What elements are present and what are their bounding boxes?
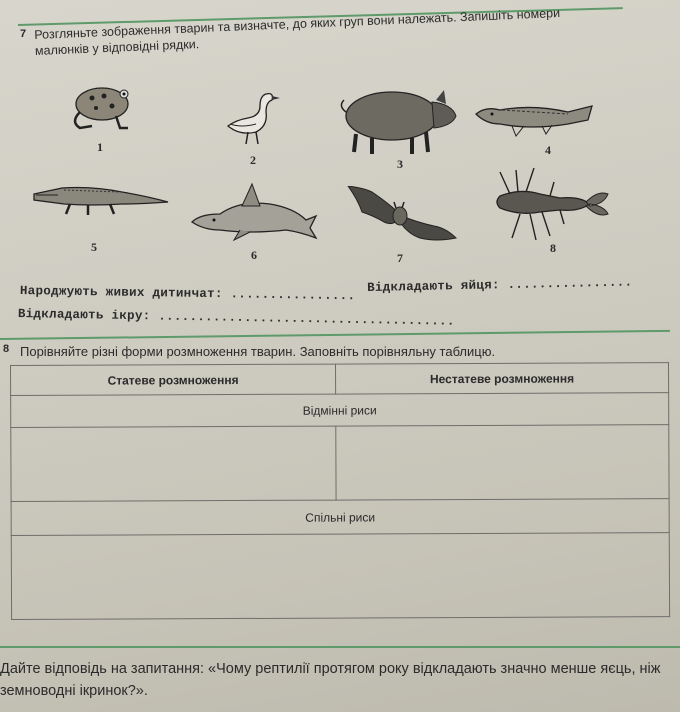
- bottom-divider: [0, 646, 680, 648]
- bat-icon: [344, 186, 458, 246]
- eggs-blank[interactable]: ................: [507, 275, 633, 293]
- header-asexual: Нестатеве розмноження: [335, 363, 668, 394]
- task-8-number: 8: [3, 343, 10, 355]
- eggs-label: Відкладають яйця:: [367, 278, 500, 295]
- comparison-table: [10, 362, 670, 620]
- animal-6-label: 6: [251, 248, 257, 262]
- live-birth-label: Народжують живих дитинчат:: [19, 284, 223, 302]
- dolphin-icon: [190, 180, 318, 242]
- differences-sexual-cell[interactable]: [11, 426, 336, 501]
- spawn-label: Відкладають ікру:: [17, 307, 151, 324]
- animal-5-label: 5: [91, 240, 97, 254]
- sturgeon-icon: [472, 96, 596, 140]
- live-birth-line[interactable]: [20, 284, 356, 303]
- differences-asexual-cell[interactable]: [336, 425, 669, 500]
- animal-8-label: 8: [550, 241, 556, 255]
- animal-7-label: 7: [397, 251, 403, 265]
- task-7-number: 7: [20, 28, 27, 40]
- live-birth-blank[interactable]: ................: [230, 287, 356, 304]
- crayfish-icon: [490, 166, 614, 242]
- animal-2-label: 2: [250, 153, 256, 167]
- task-divider: [0, 330, 670, 340]
- animal-1-label: 1: [97, 140, 103, 154]
- task-8-instruction: Порівняйте різні форми розмноження тварин. Заповніть порівняльну таблицю.: [20, 344, 496, 359]
- spawn-blank[interactable]: ......................................: [158, 309, 455, 329]
- eggs-line[interactable]: [367, 275, 633, 295]
- header-sexual: Статеве розмноження: [11, 364, 336, 395]
- task-9-question: Дайте відповідь на запитання: «Чому рептилії протягом року відкладають значно менше яєць, ніж земноводні ікринок?».: [0, 661, 661, 699]
- goose-icon: [222, 88, 282, 148]
- spawn-line[interactable]: [18, 307, 455, 329]
- common-label: Спільні риси: [11, 499, 669, 536]
- crocodile-icon: [32, 180, 170, 216]
- common-cell[interactable]: [11, 533, 669, 620]
- frog-icon: [66, 76, 138, 132]
- animal-3-label: 3: [397, 157, 403, 171]
- task-7-instruction: Розгляньте зображення тварин та визначте, до яких груп вони належать. Запишіть номери малюнків у відповідні рядки.: [34, 5, 561, 58]
- pig-icon: [336, 82, 460, 156]
- animal-4-label: 4: [545, 143, 551, 157]
- differences-label: Відмінні риси: [11, 393, 669, 428]
